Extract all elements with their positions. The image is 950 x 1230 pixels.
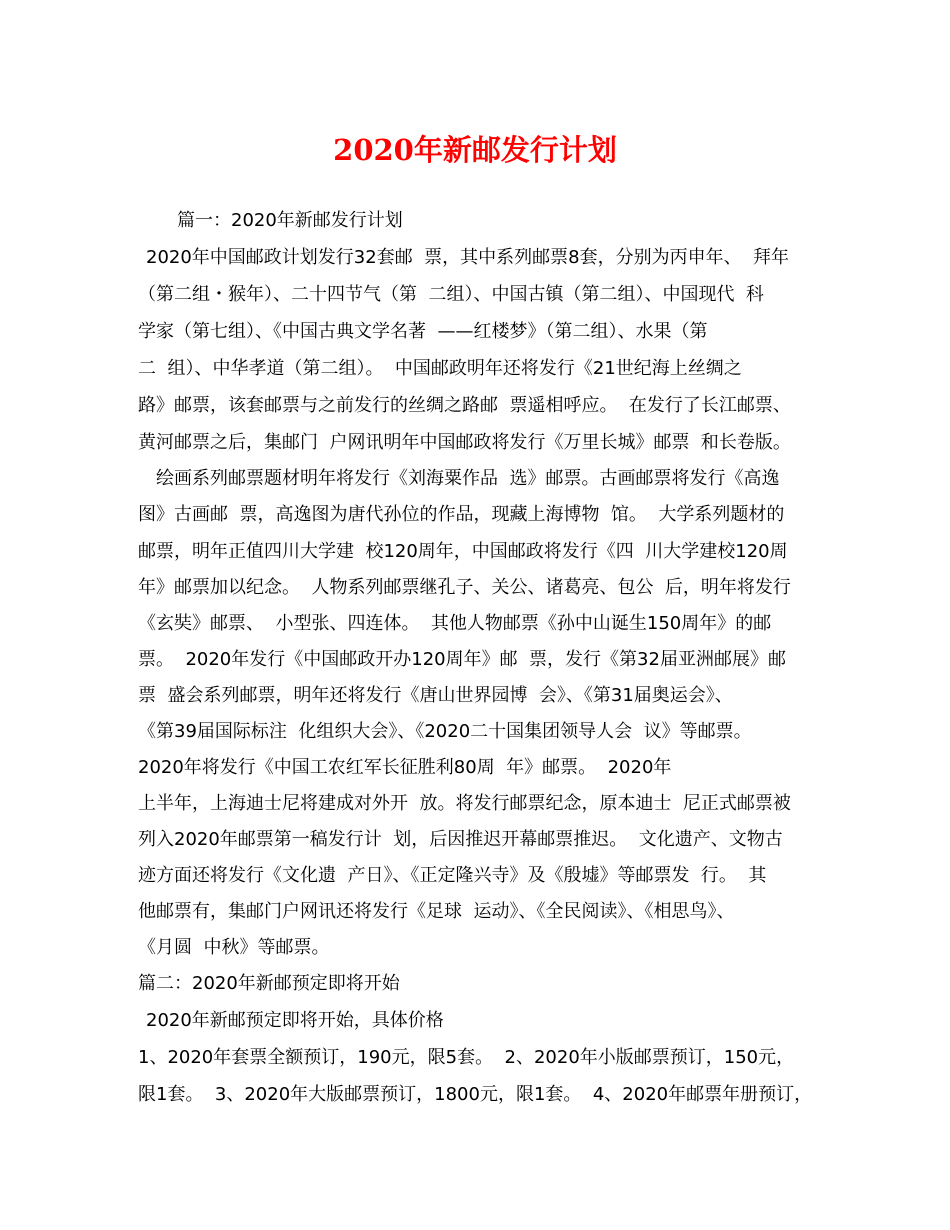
text-line: 票 盛会系列邮票，明年还将发行《唐山世界园博 会》、《第31届奥运会》、 [138, 685, 733, 706]
text-line: 2020年将发行《中国工农红军长征胜利80周 年》邮票。 2020年 [138, 757, 672, 778]
text-line: （第二组・猴年）、二十四节气（第 二组）、中国古镇（第二组）、中国现代 科 [138, 284, 764, 305]
section-heading: 篇二：2020年新邮预定即将开始 [138, 973, 400, 994]
text-line: 限1套。 3、2020年大版邮票预订，1800元，限1套。 4、2020年邮票年册预订， [138, 1084, 813, 1105]
text-line: 学家（第七组）、《中国古典文学名著 ——红楼梦》（第二组）、水果（第 [138, 321, 708, 342]
text-line: 篇一：2020年新邮发行计划 [177, 210, 403, 231]
text-line: 票。 2020年发行《中国邮政开办120周年》邮 票，发行《第32届亚洲邮展》邮 [138, 649, 786, 670]
text-line: 图》古画邮 票，高逸图为唐代孙位的作品，现藏上海博物 馆。 大学系列题材的 [138, 504, 785, 525]
text-line: 列入2020年邮票第一稿发行计 划，后因推迟开幕邮票推迟。 文化遗产、文物古 [138, 829, 783, 850]
document-title: 2020年新邮发行计划 [333, 133, 617, 167]
text-line: 二 组）、中华孝道（第二组）。 中国邮政明年还将发行《21世纪海上丝绸之 [138, 358, 742, 379]
text-line: 他邮票有，集邮门户网讯还将发行《足球 运动》、《全民阅读》、《相思鸟》、 [138, 901, 735, 922]
text-line: 黄河邮票之后，集邮门 户网讯明年中国邮政将发行《万里长城》邮票 和长卷版。 [138, 432, 791, 453]
text-line: 上半年，上海迪士尼将建成对外开 放。将发行邮票纪念，原本迪士 尼正式邮票被 [138, 793, 791, 814]
text-line: 2020年中国邮政计划发行32套邮 票，其中系列邮票8套，分别为丙申年、 拜年 [146, 247, 790, 268]
text-line: 绘画系列邮票题材明年将发行《刘海粟作品 选》邮票。古画邮票将发行《高逸 [156, 468, 780, 489]
text-line: 年》邮票加以纪念。 人物系列邮票继孔子、关公、诸葛亮、包公 后，明年将发行 [138, 577, 791, 598]
text-line: 1、2020年套票全额预订，190元，限5套。 2、2020年小版邮票预订，150元， [138, 1047, 795, 1068]
text-line: 《月圆 中秋》等邮票。 [138, 937, 330, 958]
text-line: 迹方面还将发行《文化遗 产日》、《正定隆兴寺》及《殷墟》等邮票发 行。 其 [138, 865, 767, 886]
text-line: 《第39届国际标注 化组织大会》、《2020二十国集团领导人会 议》等邮票。 [138, 721, 752, 742]
text-line: 2020年新邮预定即将开始，具体价格 [146, 1010, 444, 1031]
text-line: 邮票，明年正值四川大学建 校120周年，中国邮政将发行《四 川大学建校120周 [138, 541, 788, 562]
text-line: 《玄奘》邮票、 小型张、四连体。 其他人物邮票《孙中山诞生150周年》的邮 [138, 613, 772, 634]
text-line: 路》邮票，该套邮票与之前发行的丝绸之路邮 票遥相呼应。 在发行了长江邮票、 [138, 395, 791, 416]
